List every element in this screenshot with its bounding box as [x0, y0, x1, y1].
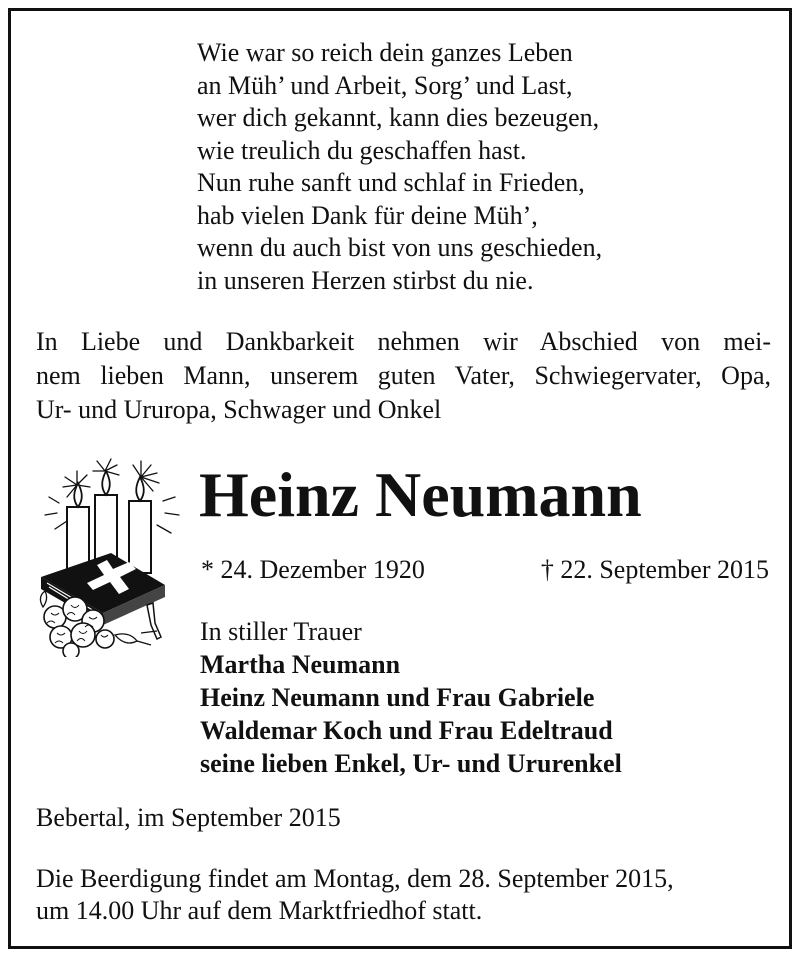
poem-line: an Müh’ und Arbeit, Sorg’ und Last, — [197, 70, 573, 100]
farewell-line: Ur- und Ururopa, Schwager und Onkel — [36, 395, 442, 424]
deceased-name: Heinz Neumann — [199, 459, 642, 530]
poem-line: wie treulich du geschaffen hast. — [197, 135, 527, 165]
mourner-name: seine lieben Enkel, Ur- und Ururenkel — [200, 749, 622, 778]
mourner-name: Heinz Neumann und Frau Gabriele — [200, 683, 595, 712]
poem-line: in unseren Herzen stirbst du nie. — [197, 265, 534, 295]
farewell-line: In Liebe und Dankbarkeit nehmen wir Abschied von mei- — [36, 327, 771, 356]
mourning-heading: In stiller Trauer — [200, 617, 362, 646]
funeral-info — [36, 863, 674, 927]
poem-line: Wie war so reich dein ganzes Leben — [197, 38, 573, 67]
death-date: † 22. September 2015 — [540, 555, 769, 584]
poem-line: wenn du auch bist von uns geschieden, — [197, 233, 603, 262]
poem-line: wer dich gekannt, kann dies bezeugen, — [197, 103, 600, 132]
obituary-notice — [8, 8, 792, 949]
poem-line: hab vielen Dank für deine Müh’, — [197, 200, 538, 230]
funeral-line: um 14.00 Uhr auf dem Marktfriedhof statt. — [36, 896, 483, 925]
mourner-name: Waldemar Koch und Frau Edeltraud — [200, 716, 613, 745]
farewell-line: nem lieben Mann, unserem guten Vater, Schwiegervater, Opa, — [36, 361, 771, 390]
poem-line: Nun ruhe sanft und schlaf in Frieden, — [197, 168, 585, 197]
funeral-line: Die Beerdigung findet am Montag, dem 28. September 2015, — [36, 864, 674, 893]
place-and-date: Bebertal, im September 2015 — [36, 803, 341, 832]
birth-date: * 24. Dezember 1920 — [201, 555, 425, 584]
candles-bible-cross-flowers-icon — [37, 457, 187, 657]
mourner-name: Martha Neumann — [200, 650, 401, 679]
farewell-text — [36, 325, 771, 427]
mourners — [200, 615, 622, 780]
poem — [197, 37, 602, 297]
